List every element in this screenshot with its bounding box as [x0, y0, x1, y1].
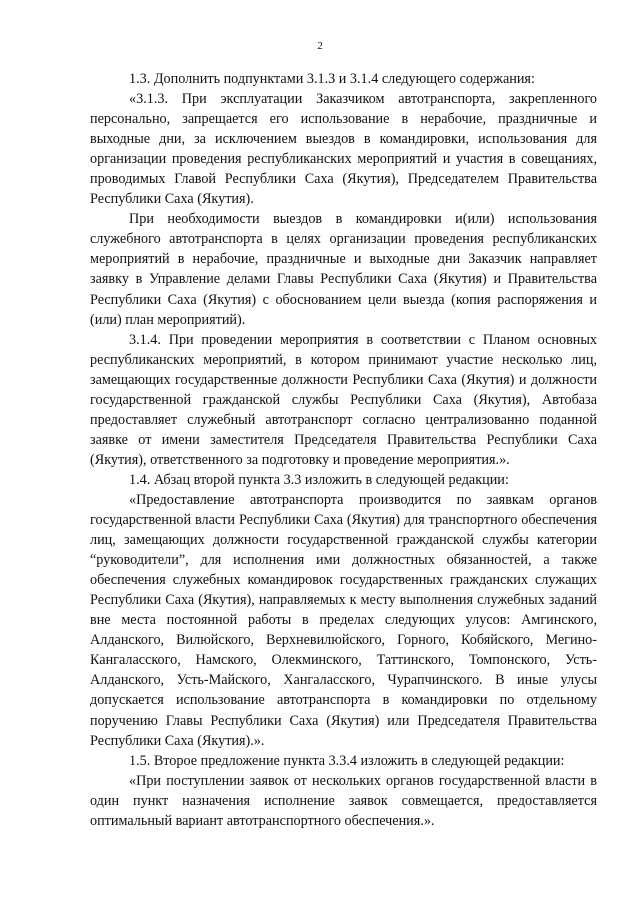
- paragraph-1-3: 1.3. Дополнить подпунктами 3.1.3 и 3.1.4 следующего содержания:: [129, 71, 535, 87]
- paragraph-business-trips: При необходимости выездов в командировки и(или) использования служебного автотранспорта в целях организации проведения республиканских мероприятий в нерабочие, праздничные и выходные дни Заказчик направляет заявку в Управление делами Главы Республики Саха (Якутия) и Правительства Республики Саха (Якутия) с обоснованием цели выезда (копия распоряжения и (или) план мероприятий).: [90, 211, 597, 328]
- paragraph-transport-provision: «Предоставление автотранспорта производится по заявкам органов государственной власти Республики Саха (Якутия) для транспортного обеспечения лиц, замещающих должности государственной гражданской службы категории “руководители”, для исполнения ими должностных обязанностей, а также обеспечения служебных командировок государственных гражданских служащих Республики Саха (Якутия), направляемых к месту выполнения служебных заданий вне места постоянной работы в пределах следующих улусов: Амгинского, Алданского, Вилюйского, Верхневилюйского, Горного, Кобяйского, Мегино-Кангаласского, Намского, Олекминского, Таттинского, Томпонского, Усть-Алданского, Усть-Майского, Хангаласского, Чурапчинского. В иные улусы допускается использование автотранспорта в командировки по отдельному поручению Главы Республики Саха (Якутия) или Председателя Правительства Республики Саха (Якутия).».: [90, 491, 597, 749]
- document-body: [90, 69, 597, 831]
- paragraph-requests-combined: «При поступлении заявок от нескольких органов государственной власти в один пункт назначения исполнение заявок совмещается, предоставляется оптимальный вариант автотранспортного обеспечения.».: [90, 772, 597, 829]
- paragraph-1-4: 1.4. Абзац второй пункта 3.3 изложить в следующей редакции:: [129, 471, 509, 488]
- paragraph-1-5: 1.5. Второе предложение пункта 3.3.4 изложить в следующей редакции:: [129, 752, 565, 769]
- paragraph-3-1-3: «3.1.3. При эксплуатации Заказчиком автотранспорта, закрепленного персонально, запрещается его использование в нерабочие, праздничные и выходные дни, за исключением выездов в командировки, использования для организации проведения республиканских мероприятий и участия в совещаниях, проводимых Главой Республики Саха (Якутия), Председателем Правительства Республики Саха (Якутия).: [90, 91, 597, 208]
- page-number: 2: [317, 40, 323, 52]
- paragraph-3-1-4: 3.1.4. При проведении мероприятия в соответствии с Планом основных республиканских мероприятий, в котором принимают участие несколько лиц, замещающих государственные должности Республики Саха (Якутия) и должности государственной гражданской службы Республики Саха (Якутия), Автобаза предоставляет служебный автотранспорт согласно централизованно поданной заявке от имени заместителя Председателя Правительства Республики Саха (Якутия), ответственного за подготовку и проведение мероприятия.».: [90, 331, 597, 468]
